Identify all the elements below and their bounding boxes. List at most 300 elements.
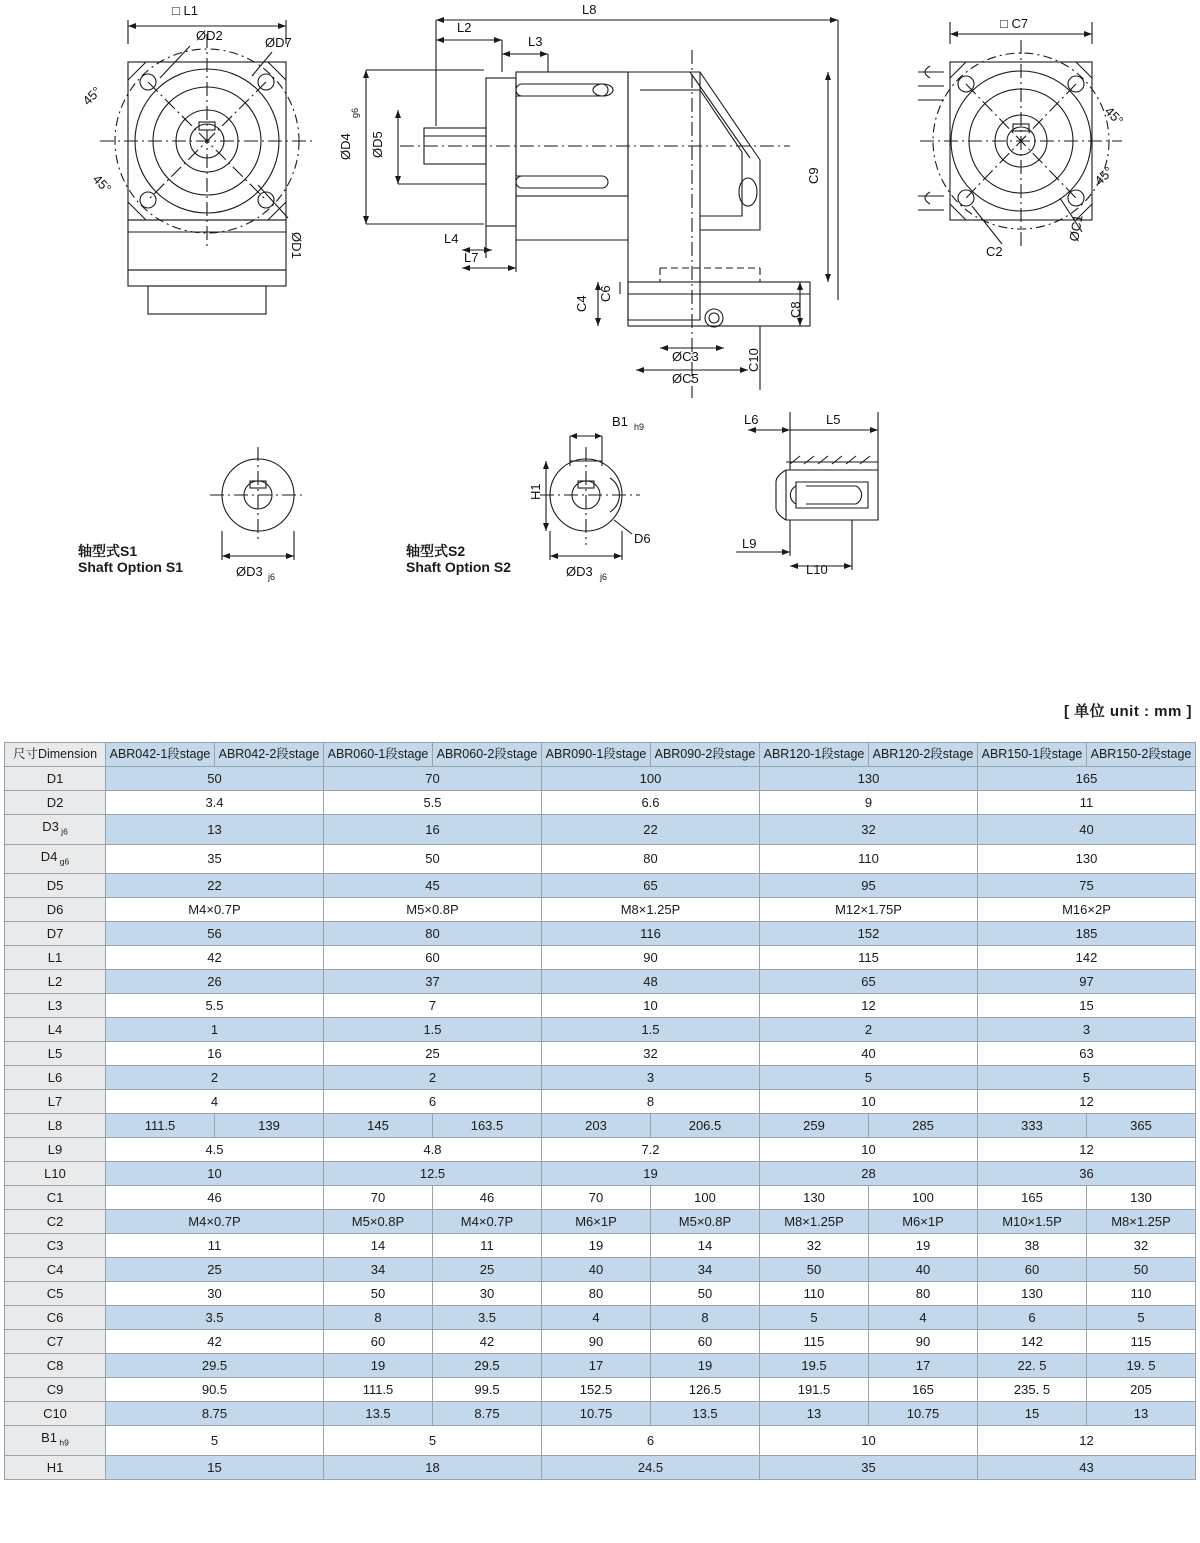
cell-D3-3: 32 [760,815,978,845]
cell-L1-1: 60 [324,946,542,970]
row-header-L9: L9 [5,1138,106,1162]
cell-L9-1: 4.8 [324,1138,542,1162]
cell-L3-1: 7 [324,994,542,1018]
cell-C6-8: 5 [1087,1306,1196,1330]
column-header-7: ABR120-2段stage [869,743,978,767]
table-row [5,994,1196,1018]
table-row [5,970,1196,994]
cell-D7-2: 116 [542,922,760,946]
row-header-tolerance: h9 [57,1437,69,1448]
cell-L8-3: 163.5 [433,1114,542,1138]
row-header-tolerance: j6 [58,826,68,837]
cell-D1-3: 130 [760,767,978,791]
cell-C9-0: 90.5 [106,1378,324,1402]
label-L3: L3 [528,34,543,49]
cell-C6-2: 3.5 [433,1306,542,1330]
cell-C6-5: 5 [760,1306,869,1330]
label-L7: L7 [464,250,479,265]
cell-C9-4: 126.5 [651,1378,760,1402]
cell-C2-1: M5×0.8P [324,1210,433,1234]
cell-L10-0: 10 [106,1162,324,1186]
column-header-0: ABR042-1段stage [106,743,215,767]
cell-C6-0: 3.5 [106,1306,324,1330]
cell-L8-0: 111.5 [106,1114,215,1138]
row-header-C5: C5 [5,1282,106,1306]
label-L4: L4 [444,231,459,246]
column-header-1: ABR042-2段stage [215,743,324,767]
cell-C7-7: 142 [978,1330,1087,1354]
row-header-L1: L1 [5,946,106,970]
shaft-s1-caption-cn: 轴型式S1 [78,543,138,559]
label-L1: □ L1 [172,3,198,18]
cell-L6-2: 3 [542,1066,760,1090]
cell-C10-3: 10.75 [542,1402,651,1426]
cell-C2-5: M8×1.25P [760,1210,869,1234]
row-header-C2: C2 [5,1210,106,1234]
cell-L7-3: 10 [760,1090,978,1114]
cell-C4-0: 25 [106,1258,324,1282]
cell-L10-3: 28 [760,1162,978,1186]
row-header-L2: L2 [5,970,106,994]
column-header-6: ABR120-1段stage [760,743,869,767]
cell-L5-0: 16 [106,1042,324,1066]
cell-C9-2: 99.5 [433,1378,542,1402]
cell-D6-3: M12×1.75P [760,898,978,922]
cell-C7-4: 60 [651,1330,760,1354]
cell-L4-0: 1 [106,1018,324,1042]
cell-C10-6: 10.75 [869,1402,978,1426]
row-header-D7: D7 [5,922,106,946]
cell-L6-0: 2 [106,1066,324,1090]
cell-C2-8: M8×1.25P [1087,1210,1196,1234]
cell-D7-1: 80 [324,922,542,946]
table-row [5,1138,1196,1162]
label-angle-45-a: 45° [79,83,105,109]
cell-C5-4: 50 [651,1282,760,1306]
cell-C6-7: 6 [978,1306,1087,1330]
cell-L7-1: 6 [324,1090,542,1114]
cell-D6-1: M5×0.8P [324,898,542,922]
label-angle-45-c: 45° [1101,103,1127,129]
cell-C9-8: 205 [1087,1378,1196,1402]
label-L8: L8 [582,2,597,17]
table-row [5,1186,1196,1210]
column-header-9: ABR150-2段stage [1087,743,1196,767]
table-row [5,874,1196,898]
column-header-3: ABR060-2段stage [433,743,542,767]
table-row [5,1455,1196,1479]
cell-C10-2: 8.75 [433,1402,542,1426]
cell-C3-1: 14 [324,1234,433,1258]
cell-C3-3: 19 [542,1234,651,1258]
cell-D3-1: 16 [324,815,542,845]
shaft-option-s2-caption [406,543,511,575]
table-row [5,1378,1196,1402]
cell-D4-2: 80 [542,844,760,874]
cell-L4-4: 3 [978,1018,1196,1042]
row-header-D4: D4 $_{g6}$ [5,844,106,874]
cell-L9-2: 7.2 [542,1138,760,1162]
label-D3-s1: ØD3 [236,564,263,579]
cell-L7-0: 4 [106,1090,324,1114]
cell-H1-2: 24.5 [542,1455,760,1479]
cell-C1-1: 70 [324,1186,433,1210]
row-header-C6: C6 [5,1306,106,1330]
cell-B1-4: 12 [978,1426,1196,1456]
cell-C10-5: 13 [760,1402,869,1426]
cell-L5-4: 63 [978,1042,1196,1066]
cell-C2-2: M4×0.7P [433,1210,542,1234]
technical-drawing-area [0,0,1200,660]
cell-B1-1: 5 [324,1426,542,1456]
cell-L4-1: 1.5 [324,1018,542,1042]
label-C10: C10 [746,348,761,372]
cell-C7-0: 42 [106,1330,324,1354]
row-header-H1: H1 [5,1455,106,1479]
cell-C7-1: 60 [324,1330,433,1354]
row-header-L4: L4 [5,1018,106,1042]
label-C4: C4 [574,295,589,312]
cell-L1-0: 42 [106,946,324,970]
cell-B1-2: 6 [542,1426,760,1456]
column-header-4: ABR090-1段stage [542,743,651,767]
label-B1: B1 [612,414,628,429]
column-header-8: ABR150-1段stage [978,743,1087,767]
cell-C9-6: 165 [869,1378,978,1402]
cell-D2-0: 3.4 [106,791,324,815]
cell-C9-3: 152.5 [542,1378,651,1402]
shaft-option-s1-caption [78,543,183,575]
cell-D1-4: 165 [978,767,1196,791]
cell-L7-2: 8 [542,1090,760,1114]
cell-H1-4: 43 [978,1455,1196,1479]
row-header-C4: C4 [5,1258,106,1282]
row-header-C8: C8 [5,1354,106,1378]
row-header-D3: D3 $_{j6}$ [5,815,106,845]
cell-L2-0: 26 [106,970,324,994]
cell-L1-2: 90 [542,946,760,970]
cell-C2-7: M10×1.5P [978,1210,1087,1234]
cell-L10-4: 36 [978,1162,1196,1186]
cell-L2-3: 65 [760,970,978,994]
cell-C5-5: 110 [760,1282,869,1306]
cell-C1-3: 70 [542,1186,651,1210]
label-L9: L9 [742,536,757,551]
cell-C1-7: 165 [978,1186,1087,1210]
cell-C4-8: 50 [1087,1258,1196,1282]
cell-C7-6: 90 [869,1330,978,1354]
cell-C4-2: 25 [433,1258,542,1282]
table-row [5,1162,1196,1186]
label-D7: ØD7 [265,35,292,50]
cell-L8-9: 365 [1087,1114,1196,1138]
cell-C2-6: M6×1P [869,1210,978,1234]
cell-D5-0: 22 [106,874,324,898]
cell-C3-7: 38 [978,1234,1087,1258]
cell-D4-4: 130 [978,844,1196,874]
cell-C7-3: 90 [542,1330,651,1354]
cell-C7-2: 42 [433,1330,542,1354]
cell-C9-7: 235. 5 [978,1378,1087,1402]
row-header-C3: C3 [5,1234,106,1258]
label-C1: ØC1 [1066,213,1086,243]
label-C9: C9 [806,167,821,184]
cell-C8-4: 19 [651,1354,760,1378]
label-L2: L2 [457,20,472,35]
label-C6: C6 [598,285,613,302]
cell-L9-4: 12 [978,1138,1196,1162]
label-D4-tol: g6 [350,107,360,118]
cell-C6-3: 4 [542,1306,651,1330]
cell-C2-4: M5×0.8P [651,1210,760,1234]
cell-C5-7: 130 [978,1282,1087,1306]
label-D1: ØD1 [289,232,304,259]
cell-C4-6: 40 [869,1258,978,1282]
label-D5: ØD5 [370,131,385,158]
label-D3-s1-tol: j6 [268,572,276,582]
cell-L10-2: 19 [542,1162,760,1186]
label-C7: □ C7 [1000,16,1029,31]
cell-L8-5: 206.5 [651,1114,760,1138]
cell-B1-3: 10 [760,1426,978,1456]
cell-D4-0: 35 [106,844,324,874]
row-header-L10: L10 [5,1162,106,1186]
table-row [5,1114,1196,1138]
cell-C3-6: 19 [869,1234,978,1258]
cell-C10-7: 15 [978,1402,1087,1426]
cell-L4-2: 1.5 [542,1018,760,1042]
cell-D2-4: 11 [978,791,1196,815]
label-D6: D6 [634,531,651,546]
cell-L9-3: 10 [760,1138,978,1162]
label-C2: C2 [986,244,1003,259]
label-L5: L5 [826,412,841,427]
cell-C3-4: 14 [651,1234,760,1258]
cell-C8-1: 19 [324,1354,433,1378]
row-header-D5: D5 [5,874,106,898]
row-header-D6: D6 [5,898,106,922]
label-C3: ØC3 [672,349,699,364]
cell-D3-4: 40 [978,815,1196,845]
label-H1: H1 [528,483,543,500]
cell-C6-1: 8 [324,1306,433,1330]
label-angle-45-d: 45° [1091,163,1117,189]
table-row [5,1210,1196,1234]
column-header-5: ABR090-2段stage [651,743,760,767]
cell-H1-3: 35 [760,1455,978,1479]
cell-C2-3: M6×1P [542,1210,651,1234]
table-row [5,1234,1196,1258]
cell-D1-2: 100 [542,767,760,791]
cell-C4-4: 34 [651,1258,760,1282]
cell-L5-1: 25 [324,1042,542,1066]
cell-D5-3: 95 [760,874,978,898]
table-row [5,815,1196,845]
cell-L10-1: 12.5 [324,1162,542,1186]
cell-C8-0: 29.5 [106,1354,324,1378]
cell-L8-2: 145 [324,1114,433,1138]
cell-C4-3: 40 [542,1258,651,1282]
label-angle-45-b: 45° [89,171,115,197]
table-row [5,1018,1196,1042]
table-row [5,1090,1196,1114]
cell-D4-1: 50 [324,844,542,874]
cell-L2-2: 48 [542,970,760,994]
cell-L6-4: 5 [978,1066,1196,1090]
cell-L8-4: 203 [542,1114,651,1138]
cell-C5-0: 30 [106,1282,324,1306]
cell-C4-1: 34 [324,1258,433,1282]
row-header-C1: C1 [5,1186,106,1210]
cell-D3-0: 13 [106,815,324,845]
cell-C10-8: 13 [1087,1402,1196,1426]
cell-D7-4: 185 [978,922,1196,946]
row-header-tolerance: g6 [57,856,70,867]
cell-C5-8: 110 [1087,1282,1196,1306]
cell-L6-3: 5 [760,1066,978,1090]
cell-C5-2: 30 [433,1282,542,1306]
dimension-table [4,742,1196,1480]
cell-L8-8: 333 [978,1114,1087,1138]
cell-C3-5: 32 [760,1234,869,1258]
shaft-s2-caption-en: Shaft Option S2 [406,559,511,575]
table-row [5,1330,1196,1354]
cell-L9-0: 4.5 [106,1138,324,1162]
label-D4: ØD4 [338,133,353,160]
cell-L3-4: 15 [978,994,1196,1018]
row-header-C10: C10 [5,1402,106,1426]
label-C8: C8 [788,301,803,318]
cell-C8-2: 29.5 [433,1354,542,1378]
cell-D2-2: 6.6 [542,791,760,815]
cell-D5-1: 45 [324,874,542,898]
table-row [5,1282,1196,1306]
label-C5: ØC5 [672,371,699,386]
cell-C3-8: 32 [1087,1234,1196,1258]
row-header-B1: B1 $_{h9}$ [5,1426,106,1456]
column-header-2: ABR060-1段stage [324,743,433,767]
cell-D6-4: M16×2P [978,898,1196,922]
row-header-L6: L6 [5,1066,106,1090]
cell-D2-1: 5.5 [324,791,542,815]
row-header-L7: L7 [5,1090,106,1114]
cell-C1-0: 46 [106,1186,324,1210]
unit-note: [ 单位 unit : mm ] [1064,703,1192,720]
table-row [5,1258,1196,1282]
cell-D4-3: 110 [760,844,978,874]
cell-C8-3: 17 [542,1354,651,1378]
cell-C4-7: 60 [978,1258,1087,1282]
cell-C9-1: 111.5 [324,1378,433,1402]
table-row [5,791,1196,815]
cell-C1-8: 130 [1087,1186,1196,1210]
cell-C1-2: 46 [433,1186,542,1210]
cell-C4-5: 50 [760,1258,869,1282]
table-row [5,844,1196,874]
cell-D6-0: M4×0.7P [106,898,324,922]
label-D2: ØD2 [196,28,223,43]
table-body [5,767,1196,1480]
table-row [5,946,1196,970]
label-L6: L6 [744,412,759,427]
row-header-C9: C9 [5,1378,106,1402]
table-row [5,1066,1196,1090]
cell-C6-6: 4 [869,1306,978,1330]
cell-C3-0: 11 [106,1234,324,1258]
table-row [5,767,1196,791]
cell-L8-1: 139 [215,1114,324,1138]
cell-L1-3: 115 [760,946,978,970]
cell-H1-0: 15 [106,1455,324,1479]
row-header-D1: D1 [5,767,106,791]
cell-C2-0: M4×0.7P [106,1210,324,1234]
cell-L5-2: 32 [542,1042,760,1066]
cell-C5-6: 80 [869,1282,978,1306]
row-header-L8: L8 [5,1114,106,1138]
table-row [5,1426,1196,1456]
cell-C8-6: 17 [869,1354,978,1378]
cell-L4-3: 2 [760,1018,978,1042]
cell-L2-4: 97 [978,970,1196,994]
table-row [5,1306,1196,1330]
row-header-L5: L5 [5,1042,106,1066]
cell-L8-6: 259 [760,1114,869,1138]
cell-L3-2: 10 [542,994,760,1018]
table-header-row [5,743,1196,767]
table-row [5,922,1196,946]
table-row [5,1402,1196,1426]
label-B1-tol: h9 [634,422,645,432]
cell-L3-0: 5.5 [106,994,324,1018]
cell-L1-4: 142 [978,946,1196,970]
cell-C3-2: 11 [433,1234,542,1258]
cell-D6-2: M8×1.25P [542,898,760,922]
cell-L7-4: 12 [978,1090,1196,1114]
cell-C10-0: 8.75 [106,1402,324,1426]
label-D3-s2: ØD3 [566,564,593,579]
table-row [5,898,1196,922]
cell-D2-3: 9 [760,791,978,815]
cell-C8-7: 22. 5 [978,1354,1087,1378]
cell-C8-8: 19. 5 [1087,1354,1196,1378]
cell-C6-4: 8 [651,1306,760,1330]
table-row [5,1354,1196,1378]
cell-C1-5: 130 [760,1186,869,1210]
shaft-s2-caption-cn: 轴型式S2 [406,543,466,559]
cell-C10-1: 13.5 [324,1402,433,1426]
cell-L5-3: 40 [760,1042,978,1066]
cell-D1-1: 70 [324,767,542,791]
cell-C9-5: 191.5 [760,1378,869,1402]
table-corner-header: 尺寸Dimension [5,743,106,767]
cell-B1-0: 5 [106,1426,324,1456]
cell-H1-1: 18 [324,1455,542,1479]
cell-C7-8: 115 [1087,1330,1196,1354]
cell-C1-4: 100 [651,1186,760,1210]
cell-C8-5: 19.5 [760,1354,869,1378]
cell-L3-3: 12 [760,994,978,1018]
cell-D5-4: 75 [978,874,1196,898]
label-D3-s2-tol: j6 [600,572,608,582]
cell-D5-2: 65 [542,874,760,898]
table-row [5,1042,1196,1066]
cell-L8-7: 285 [869,1114,978,1138]
shaft-s1-caption-en: Shaft Option S1 [78,559,183,575]
cell-L2-1: 37 [324,970,542,994]
cell-L6-1: 2 [324,1066,542,1090]
row-header-D2: D2 [5,791,106,815]
cell-D7-0: 56 [106,922,324,946]
